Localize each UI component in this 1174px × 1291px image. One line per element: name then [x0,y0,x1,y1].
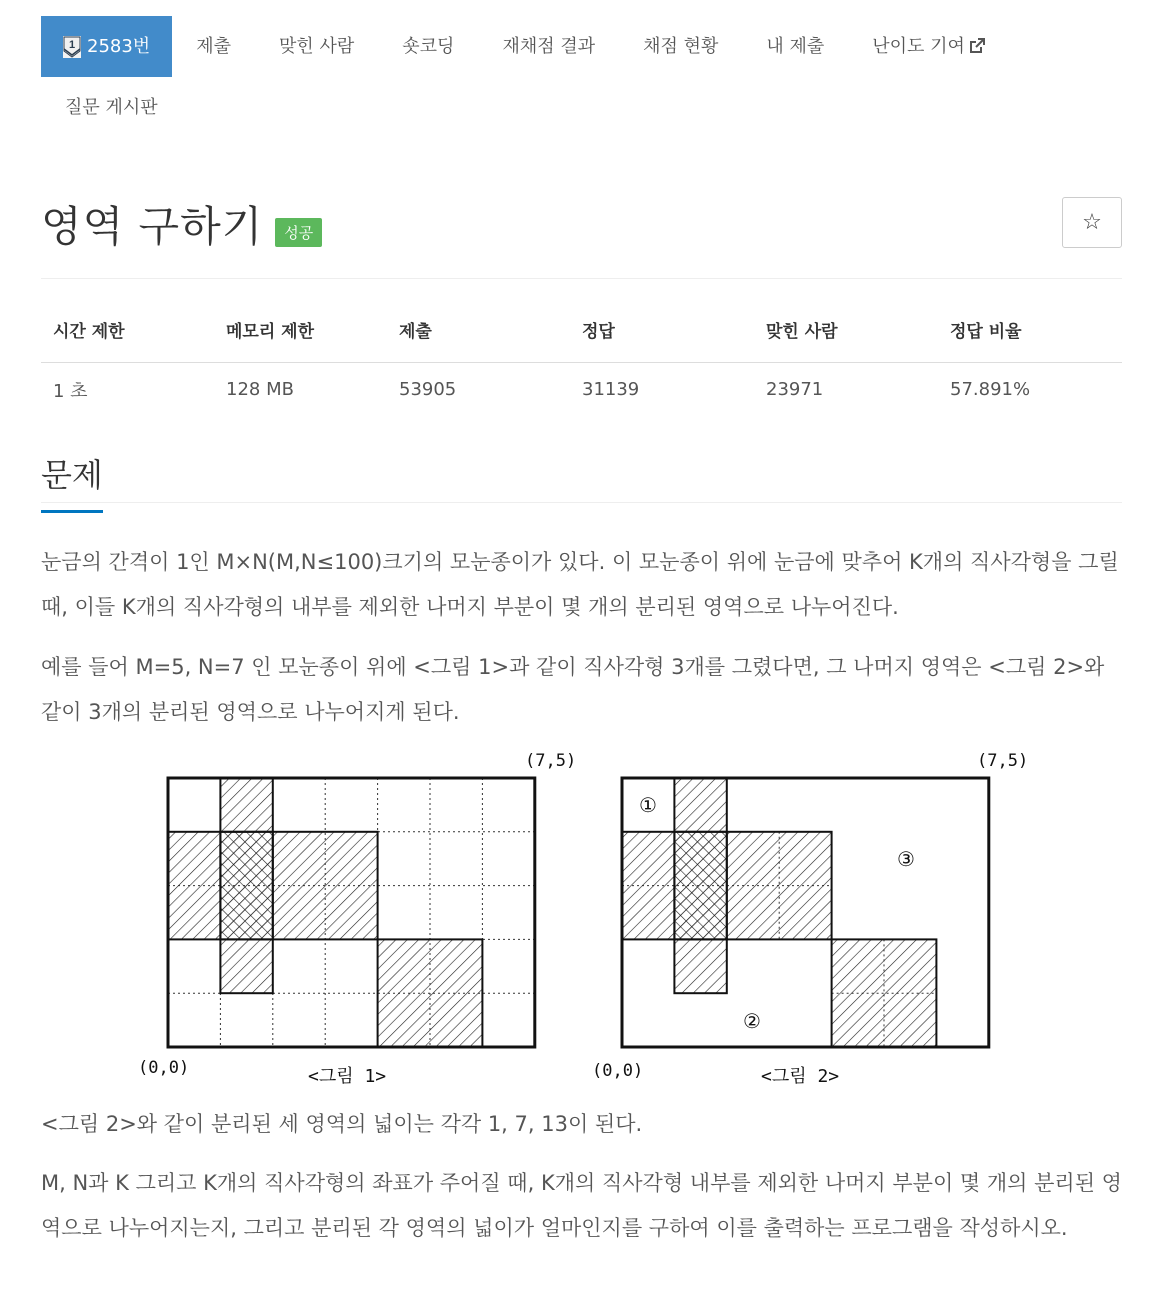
divider [41,278,1122,279]
tier-level: 1 [68,38,76,51]
header-time-limit: 시간 제한 [41,312,214,362]
header-memory-limit: 메모리 제한 [214,312,387,362]
value-accepted: 31139 [582,379,640,400]
section-divider [41,502,1122,503]
figure-2-caption: <그림 2> [761,1066,840,1087]
nav-difficulty-contribution[interactable] [848,16,1009,77]
region-1-label: ① [639,793,657,817]
nav-row-2 [41,77,1131,138]
figure-1 [138,751,576,1087]
header-solved-users: 맞힌 사람 [754,312,938,362]
figure-1-overlap [220,832,272,940]
problem-paragraph-2: 예를 들어 M=5, N=7 인 모눈종이 위에 <그림 1>과 같이 직사각형 3개를 그렸다면, 그 나머지 영역은 <그림 2>와 같이 3개의 분리된 영역으로 나누어지게 된다. [41,655,1105,724]
value-accept-ratio: 57.891% [950,379,1031,400]
figure-2-corner-label: (7,5) [977,751,1029,771]
nav-status[interactable]: 채점 현황 [643,36,719,57]
figure-2-overlap [674,832,726,940]
figure-1-origin-label: (0,0) [138,1058,190,1078]
header-accept-ratio: 정답 비율 [938,312,1122,362]
tier-badge-icon [63,36,81,58]
problem-info-table [41,312,1122,417]
problem-number: 2583번 [87,36,151,57]
problem-title: 영역 구하기 [41,202,264,251]
figure-1-caption: <그림 1> [308,1066,387,1087]
external-link-icon [969,18,985,79]
section-title-problem: 문제 [41,450,103,513]
problem-header [41,194,322,254]
nav-difficulty-label: 난이도 기여 [872,36,965,57]
nav-row-1 [41,16,1131,77]
value-submissions: 53905 [399,379,457,400]
table-header-row [41,312,1122,362]
problem-nav [41,16,1131,138]
figure-2 [592,751,1028,1087]
table-row [41,362,1122,417]
nav-submit[interactable]: 제출 [196,36,231,57]
star-icon: ☆ [1082,210,1102,235]
problem-paragraph-1: 눈금의 간격이 1인 M×N(M,N≤100)크기의 모눈종이가 있다. 이 모눈종이 위에 눈금에 맞추어 K개의 직사각형을 그릴 때, 이들 K개의 직사각형의 내부를 제외한 나머지 부분이 몇 개의 분리된 영역으로 나누어진다. [41,550,1119,619]
value-time-limit: 1 초 [53,380,88,402]
region-2-label: ② [743,1009,761,1033]
nav-my-submissions[interactable]: 내 제출 [766,36,825,57]
nav-short-coding[interactable]: 숏코딩 [402,36,455,57]
value-solved-users: 23971 [766,379,824,400]
favorite-star-button[interactable] [1062,197,1122,248]
header-submissions: 제출 [387,312,570,362]
nav-problem-tab[interactable] [41,16,172,77]
nav-solved-users[interactable]: 맞힌 사람 [278,36,355,57]
problem-paragraph-3: <그림 2>와 같이 분리된 세 영역의 넓이는 각각 1, 7, 13이 된다. [41,1112,643,1136]
header-accepted: 정답 [570,312,754,362]
figure-image [120,740,1060,1095]
problem-paragraph-4: M, N과 K 그리고 K개의 직사각형의 좌표가 주어질 때, K개의 직사각형 내부를 제외한 나머지 부분이 몇 개의 분리된 영역으로 나누어지는지, 그리고 분리된 각 영역의 넓이가 얼마인지를 구하여 이를 출력하는 프로그램을 작성하시오. [41,1171,1122,1240]
region-3-label: ③ [897,847,915,871]
nav-rejudge-results[interactable]: 재채점 결과 [502,36,596,57]
figure-2-origin-label: (0,0) [592,1061,644,1081]
value-memory-limit: 128 MB [226,379,294,400]
nav-question-board[interactable]: 질문 게시판 [65,97,158,118]
figure-1-rectangle-c [378,939,483,1047]
problem-figure [120,740,1060,1099]
status-badge: 성공 [275,218,322,247]
figure-1-corner-label: (7,5) [525,751,577,771]
figure-2-rectangle-c [832,939,937,1047]
